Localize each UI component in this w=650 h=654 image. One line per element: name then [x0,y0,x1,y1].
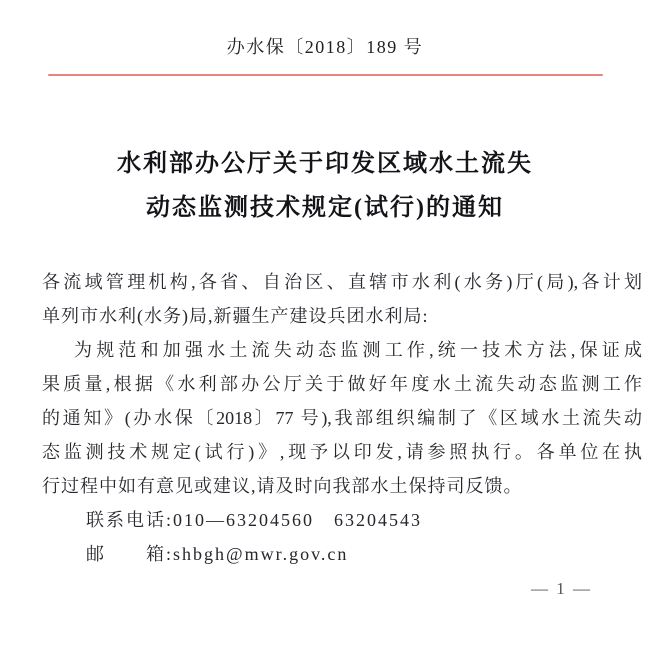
doc-number: 办水保〔2018〕189 号 [226,37,424,57]
title-line-1: 水利部办公厅关于印发区域水土流失 [117,151,533,177]
document-body [42,265,642,571]
body-line-paragraph-2: 果质量,根据《水利部办公厅关于做好年度水土流失动态监测工作 [42,374,642,394]
body-line-paragraph-1: 为规范和加强水土流失动态监测工作,统一技术方法,保证成 [74,340,642,360]
document-title [0,142,650,230]
body-line-paragraph-3: 的通知》(办水保〔2018〕77 号),我部组织编制了《区域水土流失动 [42,408,642,428]
body-line-salutation-1: 各流域管理机构,各省、自治区、直辖市水利(水务)厅(局),各计划 [42,272,642,292]
page-number: — 1 — [531,579,592,598]
title-line-2: 动态监测技术规定(试行)的通知 [146,195,504,221]
contact-email-line: 邮 箱:shbgh@mwr.gov.cn [86,544,349,564]
header-separator-line [48,74,603,76]
contact-phone-line: 联系电话:010—63204560 63204543 [86,510,423,530]
body-line-paragraph-4: 态监测技术规定(试行)》,现予以印发,请参照执行。各单位在执 [42,442,642,462]
body-line-salutation-2: 单列市水利(水务)局,新疆生产建设兵团水利局: [42,306,429,326]
body-line-paragraph-5: 行过程中如有意见或建议,请及时向我部水土保持司反馈。 [42,476,523,496]
